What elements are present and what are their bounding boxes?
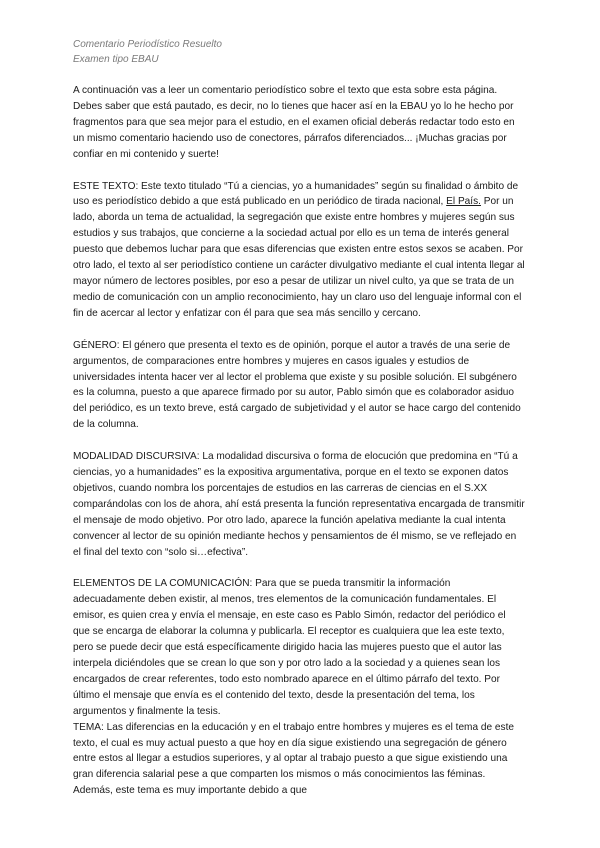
el-pais-link[interactable]: El País.	[446, 196, 481, 208]
header-title: Comentario Periodístico Resuelto	[73, 39, 222, 50]
elementos-paragraph: ELEMENTOS DE LA COMUNICACIÓN: Para que se pueda transmitir la información adecuadamente deben existir, al menos, tres elementos de la comunicación fundamentales. El emisor, es quien crea y envía el mensaje, en este caso es Pablo Simón, redactor del periódico el que se encarga de elaborar la columna y publicarla. El receptor es cualquiera que lea este texto, pero se puede decir que está específicamente dirigido hacia las mujeres puesto que el autor las interpela diciéndoles que se crean lo que son y por otro lado a la sociedad y a quienes sean los encargados de crear referentes, todo esto nombrado aparece en el último párrafo del texto. Por último el mensaje que envía es el contenido del texto, desde la presentación del tema, los argumentos y finalmente la tesis.	[73, 578, 506, 717]
intro-paragraph: A continuación vas a leer un comentario periodístico sobre el texto que esta sobre esta página. Debes saber que está pautado, es decir, no lo tienes que hacer así en la EBAU yo lo he hecho por fragmentos para que sea mejor para el estudio, en el examen oficial deberás redactar todo esto en un mismo comentario haciendo uso de conectores, párrafos diferenciados... ¡Muchas gracias por confiar en mi contenido y suerte!	[73, 85, 515, 160]
este-texto-text-start: ESTE TEXTO: Este texto titulado “Tú a ciencias, yo a humanidades” según su finalidad o ámbito de uso es periodístico debido a que está publicado en un periódico de tirada nacional,	[73, 180, 519, 208]
este-texto-paragraph	[73, 179, 525, 322]
document-body	[73, 83, 525, 799]
tema-paragraph: TEMA: Las diferencias en la educación y en el trabajo entre hombres y mujeres es el tema de este texto, el cual es muy actual puesto a que hoy en día sigue existiendo una segregación de género entre estos al llegar a estudios superiores, y al optar al trabajo puesto a que sigue existiendo una gran diferencia salarial pese a que comparten los mismos o más conocimientos las féminas. Además, este tema es muy importante debido a que	[73, 721, 514, 797]
este-texto-text-end: Por un lado, aborda un tema de actualidad, la segregación que existe entre hombres y mujeres según sus estudios y sus trabajos, que concierne a la sociedad actual por ello es un tema de interés general puesto que debemos luchar para que esas diferencias que existen entre estos sexos se acaben. Por otro lado, el texto al ser periodístico contiene un carácter divulgativo mediante el cual intenta llegar al mayor número de lectores posibles, por eso a pesar de utilizar un nivel culto, ya que se trata de un medio de comunicación con un amplio reconocimiento, hay un claro uso del lenguaje informal con el fin de acercar al lector y enfatizar con él para que sea más sencillo y cercano.	[73, 196, 525, 319]
genero-paragraph: GÉNERO: El género que presenta el texto es de opinión, porque el autor a través de una serie de argumentos, de comparaciones entre hombres y mujeres en casos iguales y estudios de universidades intenta hacer ver al lector el problema que existe y su posible solución. El subgénero es la columna, puesto a que aparece firmado por su autor, Pablo simón que es colaborador asiduo del periódico, es un texto breve, está cargado de subjetividad y el autor se hace cargo del contenido de la columna.	[73, 339, 521, 431]
modalidad-paragraph: MODALIDAD DISCURSIVA: La modalidad discursiva o forma de elocución que predomina en “Tú a ciencias, yo a humanidades” es la expositiva argumentativa, porque en el texto se exponen datos objetivos, cuando nombra los porcentajes de estudios en las carreras de ciencias en el S.XX comparándolas con los de ahora, ahí está presenta la función representativa encargada de transmitir el mensaje de modo objetivo. Por otro lado, aparece la función apelativa mediante la cual intenta convencer al lector de su opinión mediante hechos y pensamientos de él mismo, se ve reflejado en el final del texto con “solo si…efectiva”.	[73, 451, 525, 558]
header-subtitle: Examen tipo EBAU	[73, 54, 159, 65]
document-header	[73, 37, 222, 67]
